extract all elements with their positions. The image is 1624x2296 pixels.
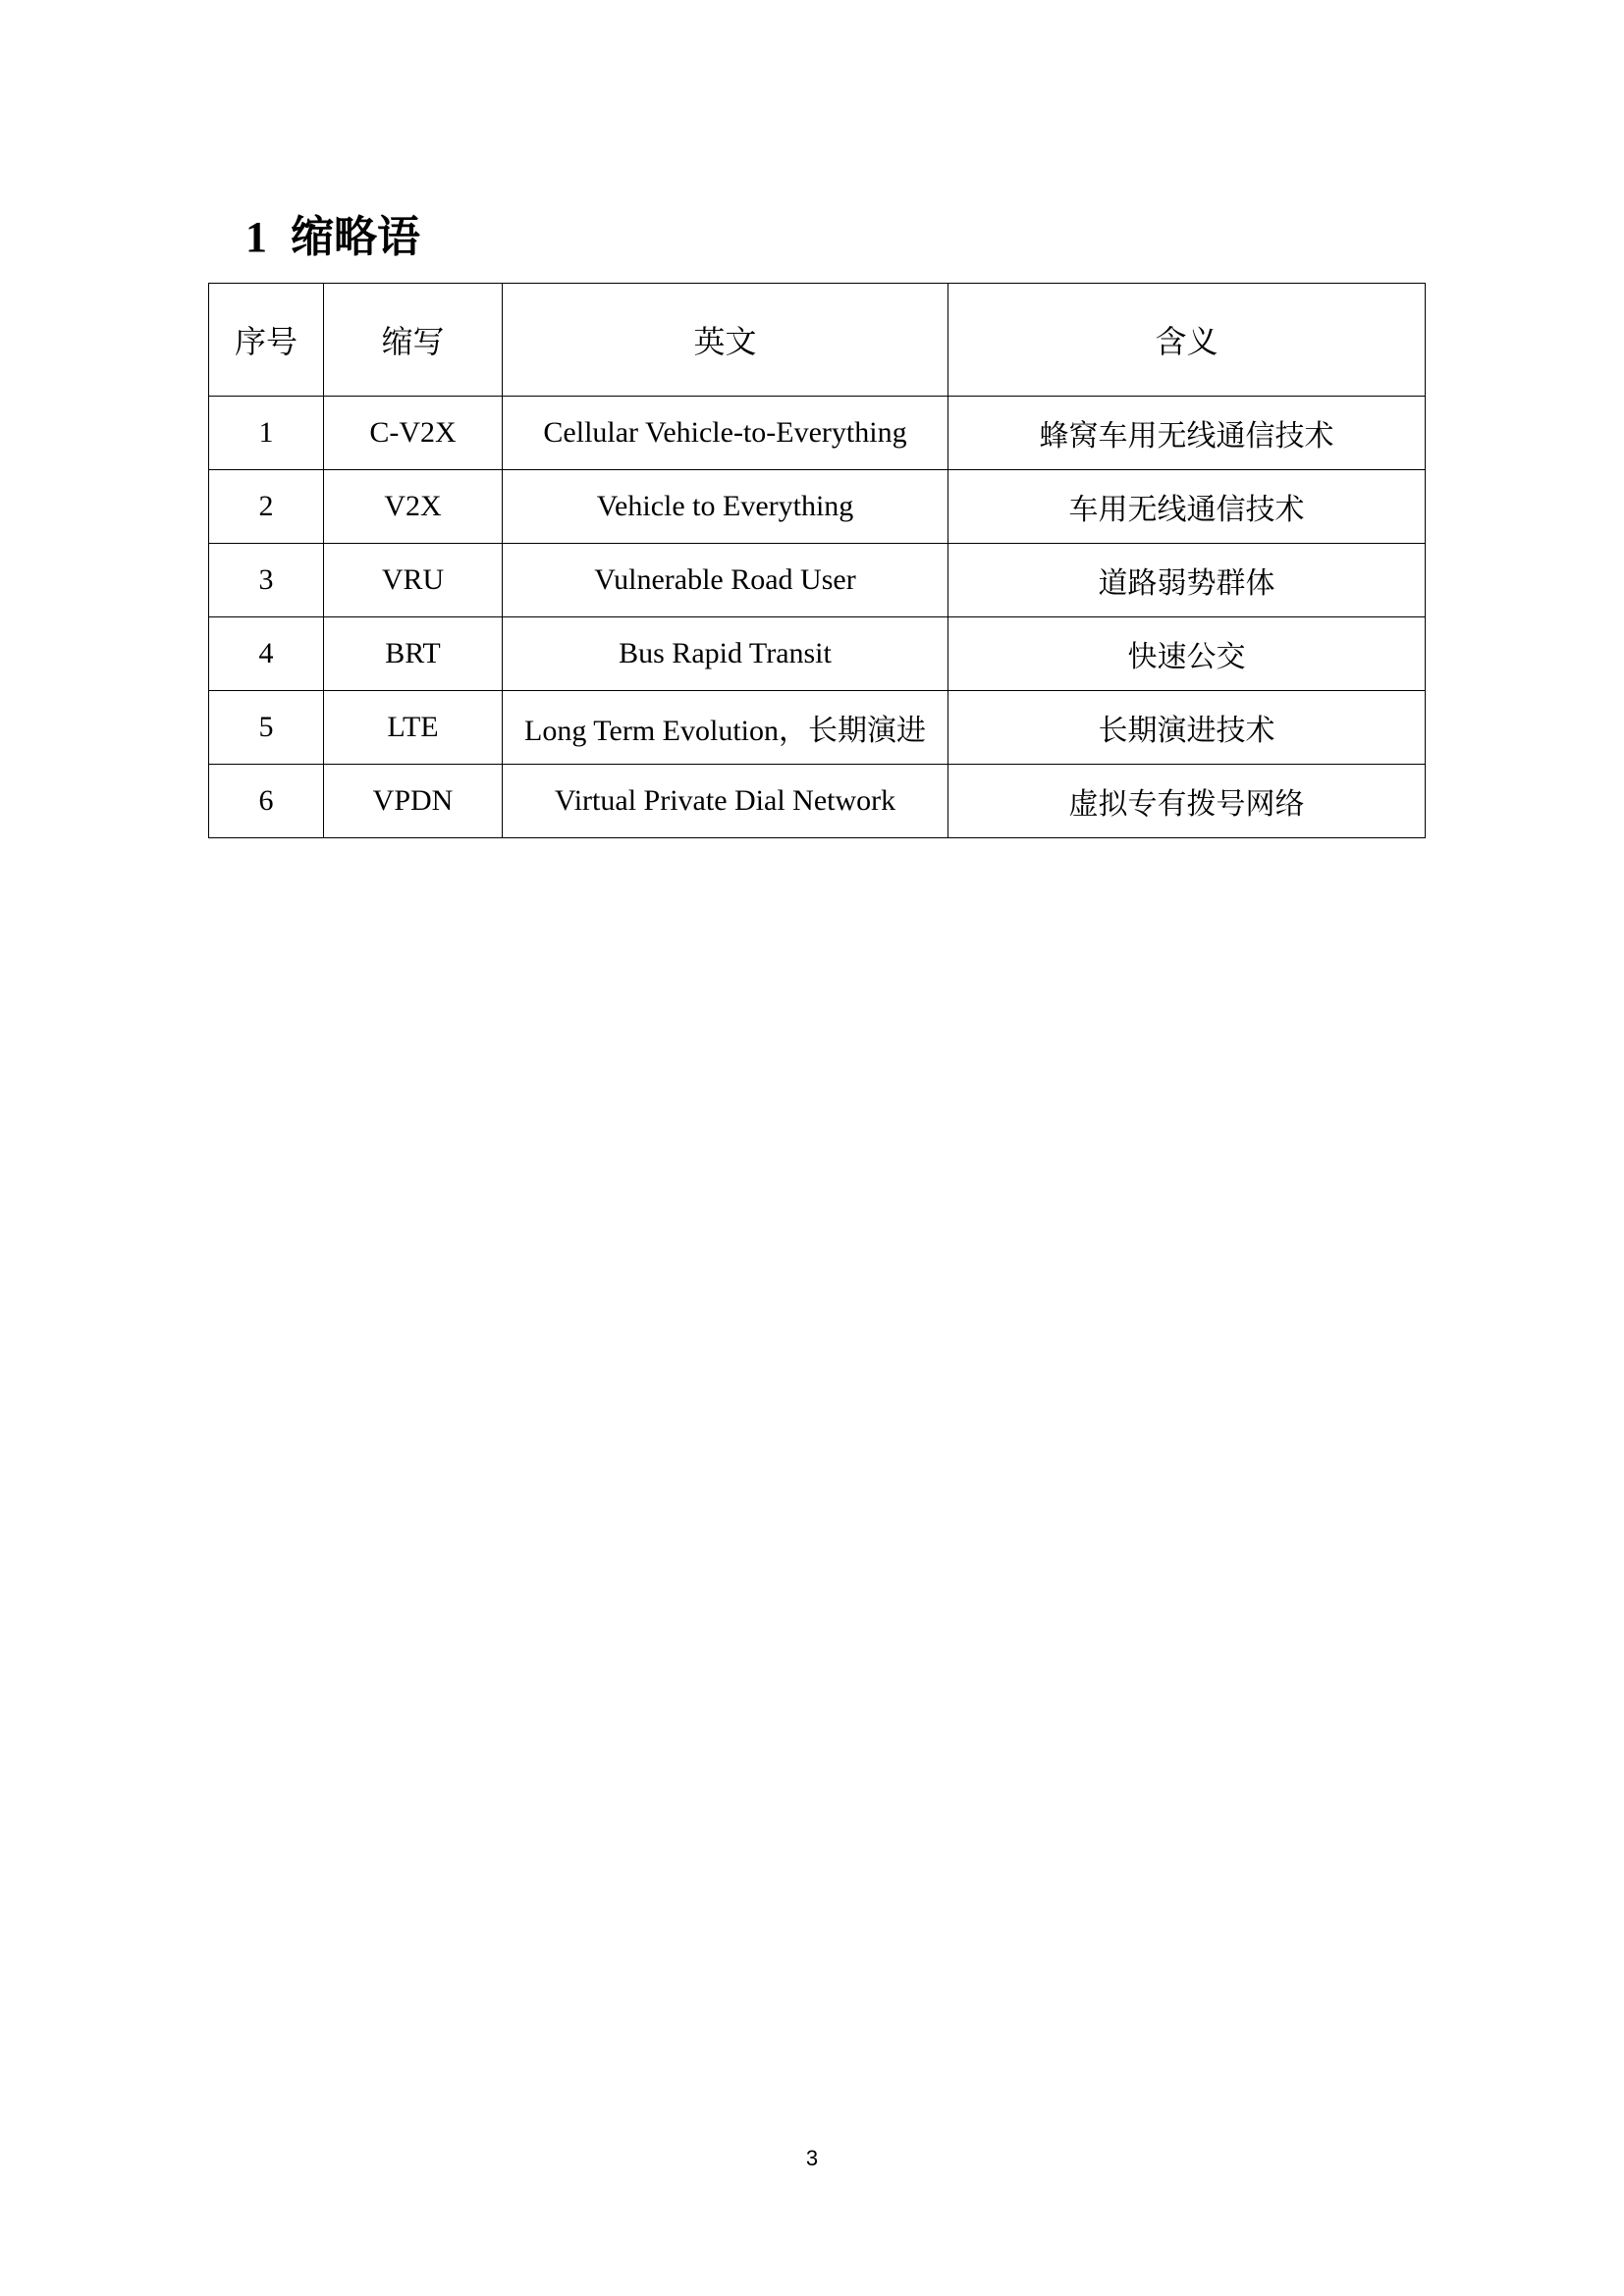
table-row (209, 544, 1426, 617)
cell-english: Long Term Evolution，长期演进 (503, 691, 948, 765)
cell-meaning: 长期演进技术 (948, 691, 1426, 765)
cell-no: 1 (209, 397, 324, 470)
cell-meaning: 道路弱势群体 (948, 544, 1426, 617)
cell-english: Virtual Private Dial Network (503, 765, 948, 838)
table-row (209, 691, 1426, 765)
cell-abbr: C-V2X (324, 397, 503, 470)
cell-english: Bus Rapid Transit (503, 617, 948, 691)
cell-no: 5 (209, 691, 324, 765)
section-heading (245, 208, 420, 267)
cell-no: 6 (209, 765, 324, 838)
cell-no: 3 (209, 544, 324, 617)
table-row (209, 765, 1426, 838)
header-english: 英文 (503, 284, 948, 397)
abbreviations-table (208, 283, 1426, 838)
cell-meaning: 蜂窝车用无线通信技术 (948, 397, 1426, 470)
table-row (209, 397, 1426, 470)
cell-abbr: VRU (324, 544, 503, 617)
cell-meaning: 虚拟专有拨号网络 (948, 765, 1426, 838)
table-body (209, 397, 1426, 838)
table-header (209, 284, 1426, 397)
cell-abbr: BRT (324, 617, 503, 691)
header-no: 序号 (209, 284, 324, 397)
cell-meaning: 快速公交 (948, 617, 1426, 691)
cell-abbr: VPDN (324, 765, 503, 838)
cell-english: Vulnerable Road User (503, 544, 948, 617)
cell-no: 2 (209, 470, 324, 544)
cell-meaning: 车用无线通信技术 (948, 470, 1426, 544)
cell-english: Vehicle to Everything (503, 470, 948, 544)
cell-english: Cellular Vehicle-to-Everything (503, 397, 948, 470)
table-row (209, 470, 1426, 544)
header-abbr: 缩写 (324, 284, 503, 397)
header-row (209, 284, 1426, 397)
cell-abbr: LTE (324, 691, 503, 765)
cell-abbr: V2X (324, 470, 503, 544)
section-title: 缩略语 (291, 213, 420, 261)
page-number: 3 (805, 2146, 819, 2170)
section-number: 1 (245, 213, 267, 261)
cell-no: 4 (209, 617, 324, 691)
header-meaning: 含义 (948, 284, 1426, 397)
table-row (209, 617, 1426, 691)
